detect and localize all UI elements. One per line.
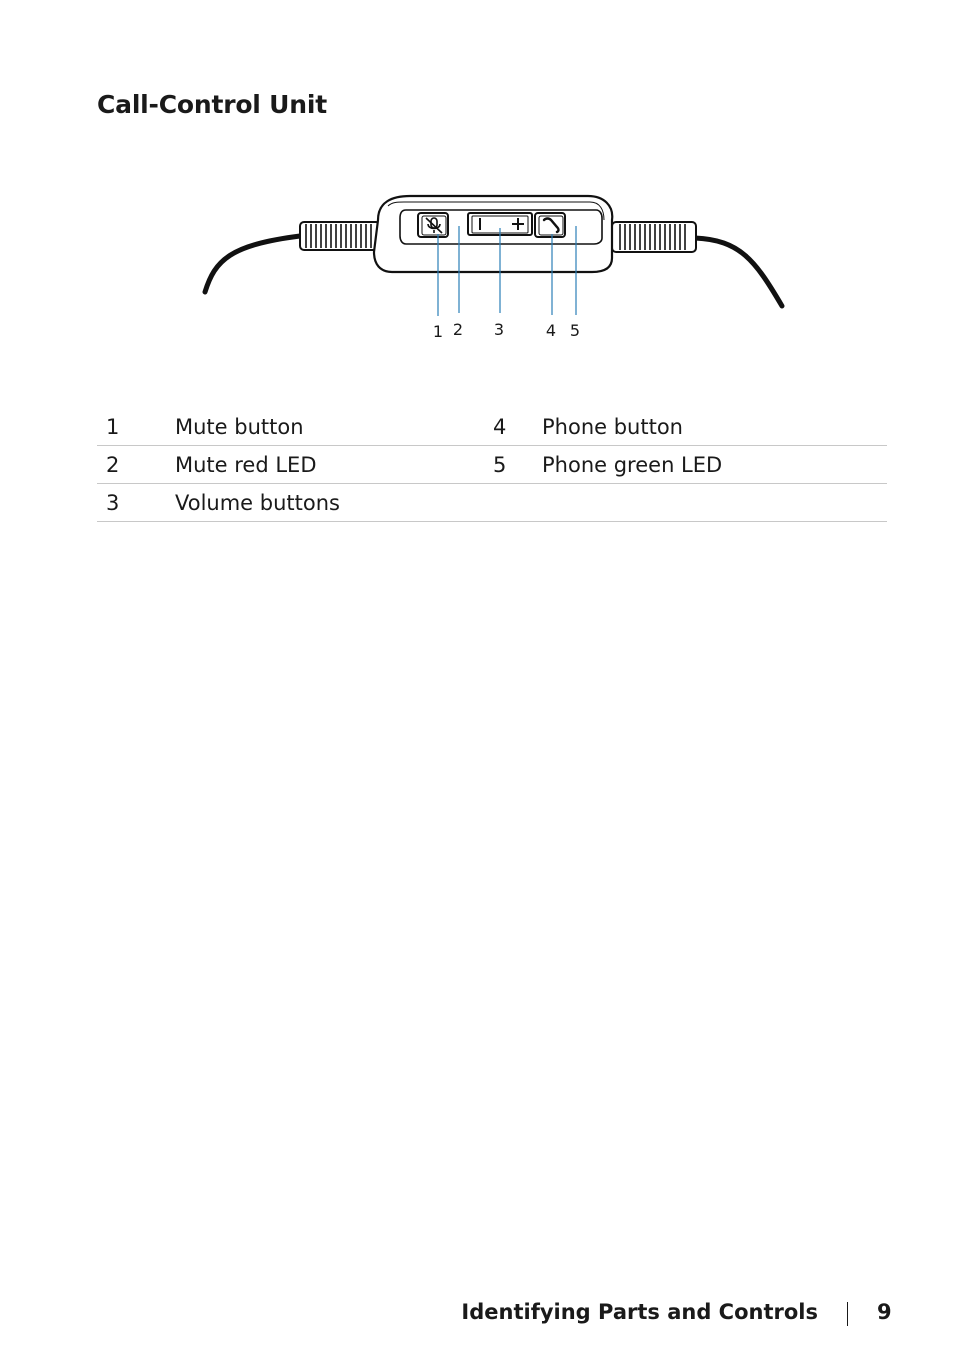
callout-3: 3 (493, 320, 505, 339)
part-label: Phone button (542, 414, 683, 439)
part-label: Mute red LED (175, 452, 317, 477)
phone-button-shape (535, 213, 565, 237)
part-number (493, 484, 542, 522)
part-number: 4 (493, 414, 507, 439)
page-number: 9 (877, 1300, 892, 1324)
left-cable (205, 236, 300, 292)
part-number: 5 (493, 452, 507, 477)
part-number: 2 (106, 452, 120, 477)
call-control-unit-illustration (0, 180, 954, 360)
table-row (97, 408, 887, 446)
part-label: Mute button (175, 414, 304, 439)
part-number: 3 (106, 490, 120, 515)
footer-section-title: Identifying Parts and Controls (461, 1300, 818, 1324)
part-number: 1 (106, 414, 120, 439)
callout-4: 4 (545, 321, 557, 340)
callout-5: 5 (569, 321, 581, 340)
part-label (542, 484, 887, 522)
footer-divider (847, 1302, 848, 1326)
callout-2: 2 (452, 320, 464, 339)
part-label: Volume buttons (175, 490, 340, 515)
table-row (97, 446, 887, 484)
mute-button-shape (418, 213, 448, 237)
callout-1: 1 (432, 322, 444, 341)
table-row (97, 484, 887, 522)
left-strain-relief (300, 222, 380, 250)
part-label: Phone green LED (542, 452, 723, 477)
page-title: Call-Control Unit (97, 90, 327, 119)
right-strain-relief (612, 222, 696, 252)
right-cable (695, 238, 782, 306)
parts-table (97, 408, 887, 522)
